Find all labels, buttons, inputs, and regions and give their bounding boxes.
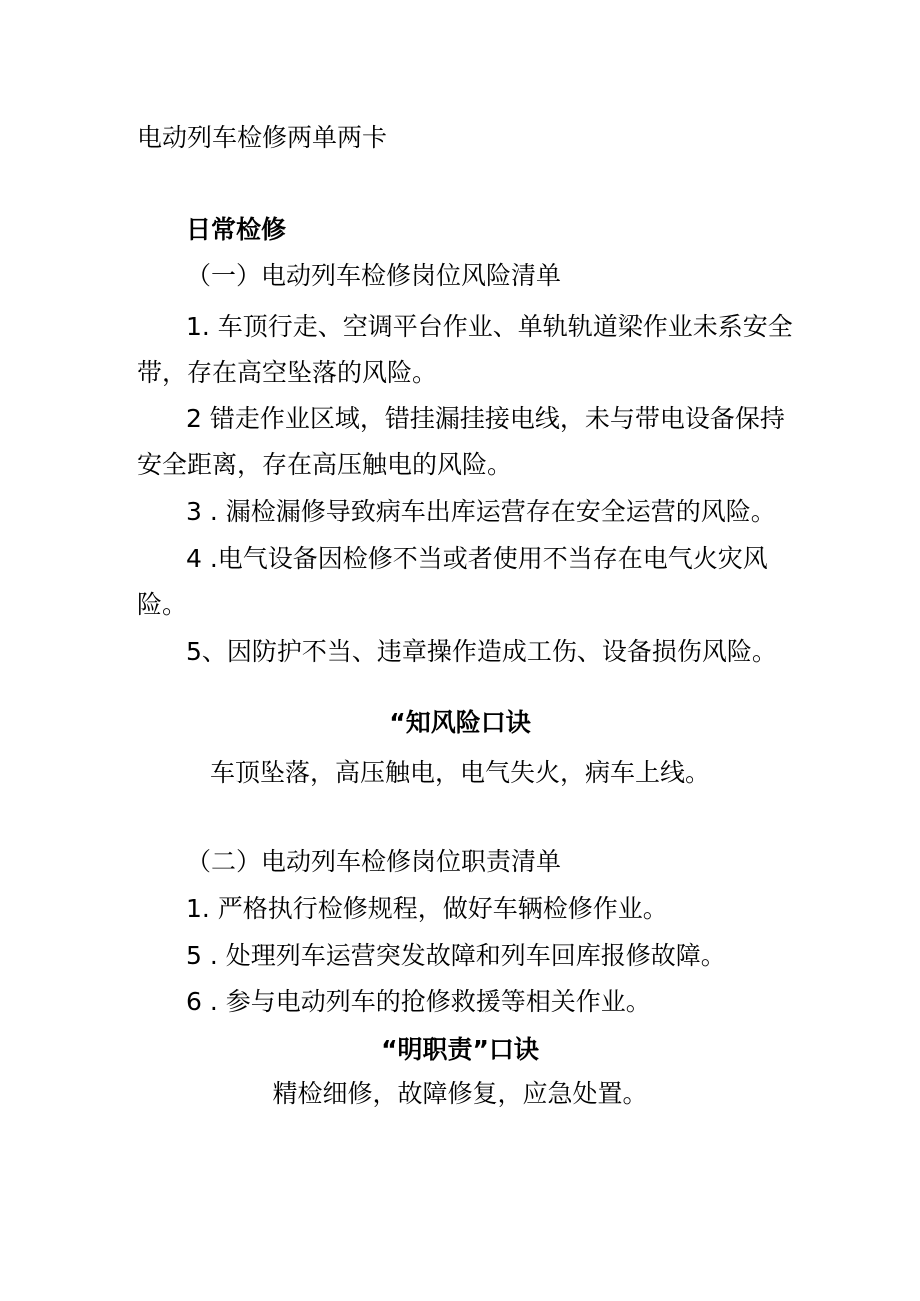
risk-list-heading: （一）电动列车检修岗位风险清单 bbox=[186, 261, 562, 290]
duty-mnemonic-title: “明职责”口诀 bbox=[381, 1035, 539, 1064]
risk-item-1-line-1: 1. 车顶行走、空调平台作业、单轨轨道梁作业未系安全 bbox=[186, 312, 793, 341]
duty-item-2: 5 . 处理列车运营突发故障和列车回库报修故障。 bbox=[186, 941, 726, 970]
duty-item-3: 6 . 参与电动列车的抢修救援等相关作业。 bbox=[186, 987, 651, 1016]
risk-mnemonic-title: “知风险口诀 bbox=[389, 708, 531, 737]
risk-item-5: 5、因防护不当、违章操作造成工伤、设备损伤风险。 bbox=[186, 637, 777, 666]
risk-item-3: 3 . 漏检漏修导致病车出库运营存在安全运营的风险。 bbox=[186, 497, 776, 526]
duty-item-1: 1. 严格执行检修规程，做好车辆检修作业。 bbox=[186, 894, 668, 923]
duty-list-heading: （二）电动列车检修岗位职责清单 bbox=[186, 847, 562, 876]
duty-mnemonic-text: 精检细修，故障修复，应急处置。 bbox=[272, 1079, 648, 1108]
risk-item-4-line-2: 险。 bbox=[137, 590, 188, 619]
risk-mnemonic-text: 车顶坠落，高压触电，电气失火，病车上线。 bbox=[209, 758, 710, 787]
risk-item-2-line-2: 安全距离，存在高压触电的风险。 bbox=[137, 450, 513, 479]
document-title: 电动列车检修两单两卡 bbox=[137, 123, 388, 152]
risk-item-2-line-1: 2 错走作业区域，错挂漏挂接电线，未与带电设备保持 bbox=[186, 404, 785, 433]
risk-item-1-line-2: 带，存在高空坠落的风险。 bbox=[137, 358, 438, 387]
section-heading: 日常检修 bbox=[186, 215, 287, 244]
risk-item-4-line-1: 4 .电气设备因检修不当或者使用不当存在电气火灾风 bbox=[186, 544, 768, 573]
